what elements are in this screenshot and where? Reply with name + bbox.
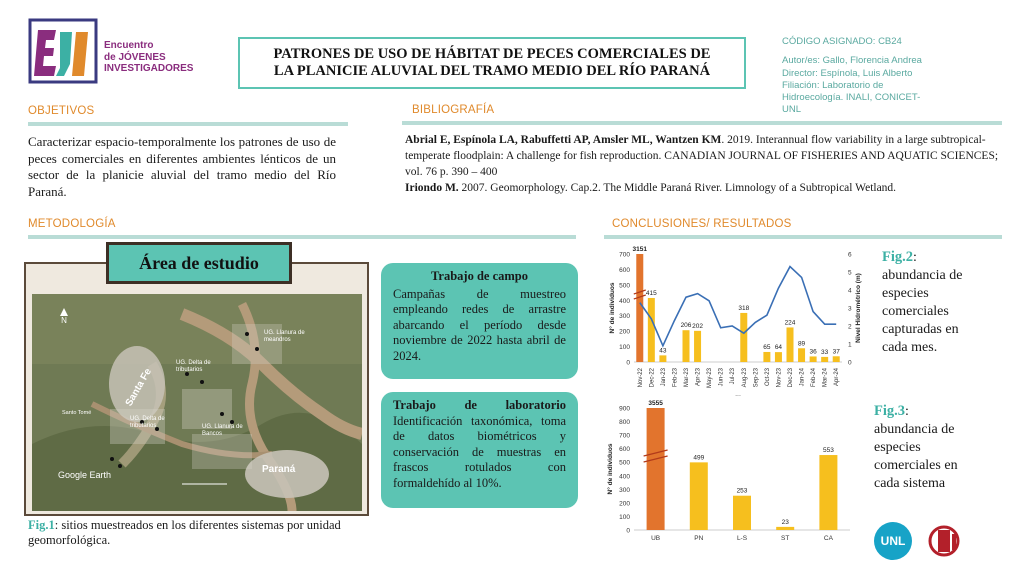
- legend-placeholder: ...: [735, 391, 741, 398]
- fig1-text: : sitios muestreados en los diferentes sistemas por unidad geomorfológica.: [28, 518, 341, 547]
- y-tick-label: 600: [619, 446, 630, 454]
- y2-axis-label: Nivel Hidrométrico (m): [855, 273, 862, 343]
- data-label: 89: [797, 340, 806, 348]
- bar: [647, 408, 665, 530]
- y-tick-label: 600: [619, 266, 630, 274]
- x-tick-label: Jul-23: [730, 368, 737, 385]
- bar: [659, 355, 666, 362]
- map-label-llanura-bancos: UG. Llanura de Bancos: [202, 424, 243, 437]
- conclusiones-rule: [604, 235, 1002, 239]
- y-axis-label: N° de individuos: [607, 443, 614, 495]
- y-tick-label: 500: [619, 459, 630, 467]
- north-arrow-icon: [60, 308, 68, 316]
- data-label: 3555: [648, 400, 663, 407]
- logo-line-3: INVESTIGADORES: [104, 63, 194, 74]
- bar: [821, 357, 828, 362]
- reference-1-body: . 2019. Interannual flow variability in a large subtropical-temperate floodplain: A challenge for fish reproduction. CANADIAN JOURNAL OF FISHERIES AND AQUATIC SCIENCES; vol. 76 p. 390 – 400: [405, 134, 999, 178]
- data-label: 553: [822, 447, 834, 455]
- bar: [648, 298, 655, 362]
- bibliografia-heading: BIBLIOGRAFÍA: [412, 104, 495, 116]
- director: Director: Espínola, Luis Alberto: [782, 67, 913, 79]
- trabajo-campo-text: Campañas de muestreo empleando redes de arrastre abarcando el período desde noviembre de 2022 hasta abril de 2024.: [393, 286, 566, 363]
- trabajo-laboratorio-text: Identificación taxonómica, toma de datos biométricos y conservación de muestras en frascos rotulados con formaldehído al 10%.: [393, 413, 566, 490]
- fig2-monthly-abundance-chart: [604, 244, 870, 400]
- bar: [694, 331, 701, 362]
- x-tick-label: Jan-24: [799, 368, 806, 387]
- reference-2-authors: Iriondo M.: [405, 182, 459, 195]
- data-label: 499: [693, 454, 705, 462]
- y-tick-label: 400: [619, 297, 630, 305]
- data-label: 224: [784, 319, 796, 327]
- conclusiones-heading: CONCLUSIONES/ RESULTADOS: [612, 218, 792, 230]
- authors: Autor/es: Gallo, Florencia Andrea: [782, 55, 922, 67]
- x-tick-label: Jun-23: [718, 368, 725, 387]
- bar: [683, 330, 690, 362]
- trabajo-campo-card: [381, 263, 578, 379]
- fig2-tag: Fig.2: [882, 249, 914, 265]
- area-de-estudio-label: [106, 242, 292, 284]
- map-label-delta-top: UG. Delta de tributarios: [176, 360, 211, 373]
- y-tick-label: 400: [619, 473, 630, 481]
- bar: [733, 496, 751, 530]
- area-de-estudio-text: Área de estudio: [139, 252, 259, 273]
- data-label: 318: [738, 304, 750, 312]
- poster-title-text: [274, 46, 711, 80]
- logo-line-1: Encuentro: [104, 40, 154, 51]
- trabajo-laboratorio-body: [393, 398, 566, 491]
- y-tick-label: 700: [619, 251, 630, 259]
- study-area-map-frame: [24, 262, 369, 516]
- trabajo-laboratorio-card: [381, 392, 578, 508]
- data-label: 253: [736, 487, 748, 495]
- x-tick-label: Dec-22: [649, 368, 656, 388]
- x-tick-label: PN: [694, 535, 704, 542]
- x-tick-label: Aug-23: [741, 368, 748, 388]
- y2-tick-label: 0: [848, 359, 852, 367]
- x-tick-label: ST: [781, 535, 790, 542]
- event-logo: [28, 18, 218, 88]
- x-tick-label: Apr-23: [695, 368, 702, 387]
- data-label: 23: [781, 518, 789, 526]
- fig1-caption: [28, 518, 358, 548]
- x-tick-label: Feb-24: [811, 368, 818, 388]
- y-tick-label: 200: [619, 328, 630, 336]
- data-label: 3151: [632, 246, 648, 253]
- y-tick-label: 300: [619, 486, 630, 494]
- bibliografia-rule: [402, 121, 1002, 125]
- reference-2-body: 2007. Geomorphology. Cap.2. The Middle Paraná River. Limnology of a Subtropical Wetland.: [458, 182, 897, 195]
- data-label: 36: [809, 348, 817, 356]
- y-tick-label: 700: [619, 432, 630, 440]
- eji-logo-icon: [28, 18, 100, 84]
- x-tick-label: CA: [823, 535, 833, 542]
- bar: [690, 462, 708, 530]
- bar: [740, 313, 747, 362]
- data-label: 415: [645, 289, 657, 297]
- title-line-1: PATRONES DE USO DE HÁBITAT DE PECES COMERCIALES DE: [273, 46, 711, 62]
- map-label-parana: Paraná: [262, 464, 296, 475]
- data-label: 43: [659, 347, 667, 355]
- poster-title: [238, 37, 746, 89]
- affiliation-1: Filiación: Laboratorio de: [782, 79, 884, 91]
- map-label-santo-tome: Santo Tomé: [62, 410, 92, 416]
- y-tick-label: 500: [619, 282, 630, 290]
- data-label: 202: [692, 322, 703, 330]
- bar: [833, 356, 840, 362]
- x-tick-label: Mar-23: [684, 368, 690, 388]
- map-label-delta-left: UG. Delta de tributarios: [130, 416, 165, 429]
- logo-wordmark: [104, 40, 193, 75]
- data-label: 37: [832, 348, 840, 356]
- bar: [776, 527, 794, 530]
- map-label-santa-fe: Santa Fe: [123, 366, 155, 409]
- bibliografia-list: [405, 133, 1000, 198]
- x-tick-label: Mar-24: [822, 368, 829, 388]
- author-info: [782, 36, 982, 117]
- objetivos-rule: [28, 122, 348, 126]
- metodologia-heading: METODOLOGÍA: [28, 218, 116, 230]
- map-google-earth: Google Earth: [58, 470, 112, 480]
- x-tick-label: Nov-23: [776, 368, 783, 388]
- bar: [819, 455, 837, 530]
- y2-tick-label: 4: [848, 287, 852, 295]
- trabajo-laboratorio-title: Trabajo de laboratorio: [393, 398, 566, 412]
- trabajo-campo-title: Trabajo de campo: [431, 269, 528, 283]
- map-label-llanura-meandros: UG. Llanura de meandros: [264, 330, 305, 343]
- reference-1-authors: Abrial E, Espínola LA, Rabuffetti AP, Amsler ML, Wantzen KM: [405, 134, 722, 146]
- x-tick-label: Oct-23: [764, 368, 771, 387]
- y-tick-label: 200: [619, 500, 630, 508]
- x-tick-label: L-S: [736, 535, 748, 542]
- metodologia-rule: [28, 235, 576, 239]
- y2-tick-label: 3: [848, 305, 852, 313]
- x-tick-label: Jan-23: [660, 368, 667, 387]
- x-tick-label: Sep-23: [753, 368, 760, 388]
- fue-logo-icon: [926, 522, 1006, 560]
- x-tick-label: UB: [651, 535, 661, 542]
- data-label: 64: [774, 344, 783, 352]
- fig3-system-abundance-chart: [604, 398, 870, 548]
- x-tick-label: May-23: [707, 368, 714, 389]
- logo-line-2: de JÓVENES: [104, 51, 166, 63]
- y-tick-label: 900: [619, 405, 630, 413]
- objetivos-text: Caracterizar espacio-temporalmente los patrones de uso de peces comerciales en diferentes ambientes lénticos de un sector de la planicie aluvial del tramo medio del Río Paraná.: [28, 134, 336, 199]
- data-label: 65: [763, 343, 771, 351]
- y-tick-label: 800: [619, 419, 630, 427]
- y-tick-label: 0: [626, 527, 630, 535]
- bar: [810, 356, 817, 362]
- bar: [775, 352, 782, 362]
- map-north-arrow: [60, 308, 68, 325]
- x-tick-label: Feb-23: [672, 368, 679, 388]
- unl-logo: UNL: [874, 522, 912, 560]
- bar: [636, 254, 643, 362]
- reference-1: [405, 133, 1000, 180]
- y-tick-label: 100: [619, 513, 630, 521]
- fig2-text: : abundancia de especies comerciales capturadas en cada mes.: [882, 250, 963, 355]
- title-line-2: LA PLANICIE ALUVIAL DEL TRAMO MEDIO DEL RÍO PARANÁ: [273, 63, 711, 79]
- fig3-text: : abundancia de especies comerciales en cada sistema: [874, 404, 958, 491]
- bar: [763, 352, 770, 362]
- x-tick-label: Dec-23: [788, 368, 794, 388]
- fig2-caption: [882, 248, 980, 357]
- y2-tick-label: 6: [848, 251, 852, 259]
- fig3-tag: Fig.3: [874, 403, 906, 419]
- data-label: 33: [821, 348, 829, 356]
- north-label: N: [61, 316, 67, 325]
- fig1-tag: Fig.1: [28, 518, 55, 532]
- y-tick-label: 100: [619, 344, 630, 352]
- y2-tick-label: 2: [848, 323, 852, 331]
- affiliation-2: Hidroecología. INALI, CONICET-: [782, 92, 921, 104]
- y2-tick-label: 1: [848, 341, 852, 349]
- bar: [798, 348, 805, 362]
- assigned-code: CÓDIGO ASIGNADO: CB24: [782, 36, 902, 47]
- y-tick-label: 300: [619, 313, 630, 321]
- x-tick-label: Nov-22: [637, 368, 644, 388]
- objetivos-heading: OBJETIVOS: [28, 105, 95, 117]
- y-axis-label: N° de individuos: [609, 282, 616, 334]
- y2-tick-label: 5: [848, 269, 852, 277]
- fig3-caption: [874, 402, 974, 493]
- reference-2: [405, 181, 1000, 197]
- bar: [787, 327, 794, 362]
- x-tick-label: Apr-24: [834, 368, 841, 387]
- data-label: 206: [680, 322, 692, 330]
- y-tick-label: 0: [626, 359, 630, 367]
- affiliation-3: UNL: [782, 104, 802, 116]
